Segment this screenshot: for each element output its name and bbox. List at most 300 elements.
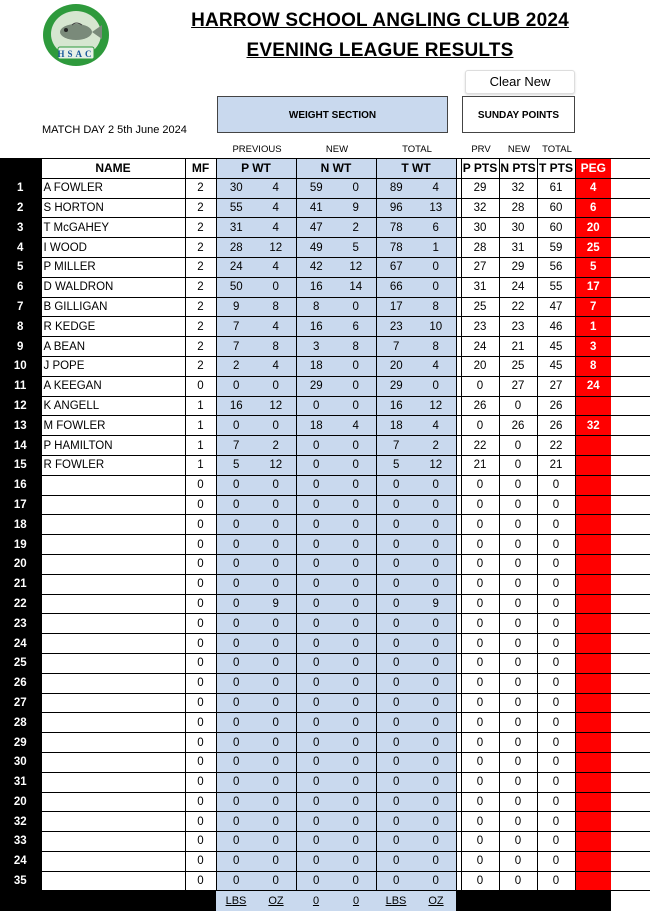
page-subtitle: EVENING LEAGUE RESULTS [246, 40, 514, 61]
prev-pts-cell: 0 [461, 416, 499, 436]
new-oz-cell: 0 [336, 832, 376, 852]
peg-cell [575, 653, 611, 673]
new-pts-cell: 0 [499, 693, 537, 713]
total-pts-cell: 47 [537, 297, 575, 317]
row-number: 29 [0, 733, 41, 753]
row-number: 20 [0, 554, 41, 574]
prev-oz-cell: 4 [256, 356, 296, 376]
prev-pts-cell: 28 [461, 238, 499, 258]
mf-cell: 2 [185, 356, 216, 376]
clear-new-button[interactable]: Clear New [465, 70, 575, 94]
page-title: HARROW SCHOOL ANGLING CLUB 2024 [191, 10, 569, 31]
footer-n-lbs: 0 [296, 891, 336, 911]
new-lbs-cell: 0 [296, 832, 336, 852]
new-pts-cell: 0 [499, 792, 537, 812]
new-pts-cell: 26 [499, 416, 537, 436]
mf-cell: 0 [185, 574, 216, 594]
new-lbs-cell: 0 [296, 752, 336, 772]
prev-oz-cell: 0 [256, 792, 296, 812]
angler-name [41, 475, 185, 495]
new-oz-cell: 6 [336, 317, 376, 337]
total-lbs-cell: 17 [376, 297, 416, 317]
new-lbs-cell: 0 [296, 574, 336, 594]
total-pts-cell: 0 [537, 475, 575, 495]
new-pts-cell: 0 [499, 733, 537, 753]
angler-name [41, 752, 185, 772]
angler-name: S HORTON [41, 198, 185, 218]
prev-lbs-cell: 0 [216, 851, 256, 871]
new-oz-cell: 0 [336, 535, 376, 555]
new-pts-cell: 0 [499, 515, 537, 535]
angler-name: T McGAHEY [41, 218, 185, 238]
peg-cell [575, 614, 611, 634]
mf-cell: 2 [185, 277, 216, 297]
angler-name [41, 535, 185, 555]
peg-cell [575, 455, 611, 475]
prev-pts-cell: 0 [461, 554, 499, 574]
match-day-label: MATCH DAY 2 5th June 2024 [42, 124, 187, 136]
total-lbs-cell: 0 [376, 772, 416, 792]
header-name: NAME [41, 159, 185, 179]
mf-cell: 0 [185, 713, 216, 733]
prev-oz-cell: 0 [256, 535, 296, 555]
table-row [0, 475, 650, 495]
mf-cell: 0 [185, 554, 216, 574]
total-oz-cell: 0 [416, 257, 456, 277]
new-pts-cell: 0 [499, 594, 537, 614]
prev-oz-cell: 0 [256, 752, 296, 772]
peg-cell: 7 [575, 297, 611, 317]
angler-name: K ANGELL [41, 396, 185, 416]
prev-pts-cell: 21 [461, 455, 499, 475]
new-lbs-cell: 0 [296, 871, 336, 891]
footer-p-lbs: LBS [216, 891, 256, 911]
mf-cell: 0 [185, 772, 216, 792]
row-number: 5 [0, 257, 41, 277]
new-pts-cell: 0 [499, 851, 537, 871]
table-row [0, 396, 650, 416]
total-lbs-cell: 0 [376, 495, 416, 515]
new-lbs-cell: 42 [296, 257, 336, 277]
header-mf: MF [185, 159, 216, 179]
footer-row [0, 891, 650, 911]
total-pts-cell: 0 [537, 792, 575, 812]
new-oz-cell: 0 [336, 297, 376, 317]
results-body [0, 178, 650, 891]
peg-cell: 32 [575, 416, 611, 436]
prev-oz-cell: 0 [256, 733, 296, 753]
row-number: 26 [0, 673, 41, 693]
row-number: 28 [0, 713, 41, 733]
total-oz-cell: 0 [416, 614, 456, 634]
total-lbs-cell: 0 [376, 832, 416, 852]
new-pts-cell: 25 [499, 356, 537, 376]
prev-oz-cell: 12 [256, 396, 296, 416]
peg-cell [575, 515, 611, 535]
total-lbs-cell: 0 [376, 733, 416, 753]
mf-cell: 1 [185, 416, 216, 436]
table-row [0, 693, 650, 713]
angler-name [41, 614, 185, 634]
total-oz-cell: 0 [416, 812, 456, 832]
edge-cell [611, 277, 650, 297]
row-number: 24 [0, 851, 41, 871]
angler-name: B GILLIGAN [41, 297, 185, 317]
total-lbs-cell: 23 [376, 317, 416, 337]
table-row [0, 812, 650, 832]
row-number: 13 [0, 416, 41, 436]
new-pts-cell: 0 [499, 475, 537, 495]
prev-oz-cell: 2 [256, 436, 296, 456]
prev-pts-cell: 0 [461, 832, 499, 852]
edge-cell [611, 436, 650, 456]
total-lbs-cell: 0 [376, 535, 416, 555]
angler-name: A FOWLER [41, 178, 185, 198]
prev-pts-cell: 0 [461, 851, 499, 871]
total-lbs-cell: 0 [376, 614, 416, 634]
table-row [0, 653, 650, 673]
prev-lbs-cell: 16 [216, 396, 256, 416]
prev-lbs-cell: 31 [216, 218, 256, 238]
new-lbs-cell: 0 [296, 812, 336, 832]
new-oz-cell: 12 [336, 257, 376, 277]
header-p-pts: P PTS [461, 159, 499, 179]
mf-cell: 0 [185, 752, 216, 772]
new-oz-cell: 0 [336, 475, 376, 495]
edge-cell [611, 396, 650, 416]
table-row [0, 752, 650, 772]
total-oz-cell: 0 [416, 792, 456, 812]
mf-cell: 0 [185, 673, 216, 693]
prev-lbs-cell: 0 [216, 772, 256, 792]
table-row [0, 792, 650, 812]
edge-cell [611, 792, 650, 812]
total-lbs-cell: 89 [376, 178, 416, 198]
footer-mf [185, 891, 216, 911]
total-oz-cell: 4 [416, 416, 456, 436]
angler-name [41, 713, 185, 733]
header-row [0, 159, 650, 179]
peg-cell: 4 [575, 178, 611, 198]
prev-oz-cell: 0 [256, 713, 296, 733]
total-lbs-cell: 0 [376, 673, 416, 693]
sunday-points-button[interactable]: SUNDAY POINTS [462, 96, 575, 133]
total-lbs-cell: 0 [376, 634, 416, 654]
new-lbs-cell: 59 [296, 178, 336, 198]
table-row [0, 832, 650, 852]
peg-cell [575, 673, 611, 693]
edge-cell [611, 178, 650, 198]
prev-lbs-cell: 28 [216, 238, 256, 258]
header-n-pts: N PTS [499, 159, 537, 179]
new-oz-cell: 0 [336, 653, 376, 673]
peg-cell: 5 [575, 257, 611, 277]
prev-lbs-cell: 0 [216, 376, 256, 396]
prev-pts-cell: 25 [461, 297, 499, 317]
mf-cell: 1 [185, 455, 216, 475]
prev-lbs-cell: 0 [216, 554, 256, 574]
new-lbs-cell: 29 [296, 376, 336, 396]
total-oz-cell: 12 [416, 455, 456, 475]
total-lbs-cell: 16 [376, 396, 416, 416]
club-logo [42, 3, 110, 67]
subheader-new-pts: NEW [507, 144, 531, 155]
table-row [0, 515, 650, 535]
peg-cell [575, 535, 611, 555]
angler-name [41, 634, 185, 654]
prev-lbs-cell: 24 [216, 257, 256, 277]
total-pts-cell: 0 [537, 634, 575, 654]
header-peg: PEG [575, 159, 611, 179]
edge-cell [611, 297, 650, 317]
new-pts-cell: 0 [499, 554, 537, 574]
peg-cell: 25 [575, 238, 611, 258]
row-number: 19 [0, 535, 41, 555]
peg-cell [575, 871, 611, 891]
angler-name [41, 772, 185, 792]
mf-cell: 1 [185, 396, 216, 416]
new-oz-cell: 0 [336, 792, 376, 812]
total-lbs-cell: 78 [376, 238, 416, 258]
new-oz-cell: 0 [336, 733, 376, 753]
total-pts-cell: 0 [537, 812, 575, 832]
new-oz-cell: 0 [336, 178, 376, 198]
peg-cell [575, 554, 611, 574]
prev-lbs-cell: 0 [216, 574, 256, 594]
peg-cell: 24 [575, 376, 611, 396]
footer-p-pts [461, 891, 499, 911]
edge-cell [611, 535, 650, 555]
table-row [0, 614, 650, 634]
edge-cell [611, 515, 650, 535]
row-number: 14 [0, 436, 41, 456]
prev-pts-cell: 0 [461, 693, 499, 713]
new-oz-cell: 14 [336, 277, 376, 297]
peg-cell: 17 [575, 277, 611, 297]
edge-cell [611, 733, 650, 753]
edge-cell [611, 673, 650, 693]
table-row [0, 277, 650, 297]
edge-cell [611, 851, 650, 871]
new-oz-cell: 9 [336, 198, 376, 218]
subheader-previous: PREVIOUS [232, 144, 282, 155]
header-p-wt: P WT [216, 159, 296, 179]
peg-cell [575, 713, 611, 733]
total-lbs-cell: 0 [376, 594, 416, 614]
table-row [0, 317, 650, 337]
footer-name [41, 891, 185, 911]
edge-cell [611, 337, 650, 357]
edge-cell [611, 218, 650, 238]
prev-lbs-cell: 0 [216, 535, 256, 555]
new-lbs-cell: 0 [296, 594, 336, 614]
mf-cell: 2 [185, 178, 216, 198]
prev-lbs-cell: 0 [216, 515, 256, 535]
prev-oz-cell: 0 [256, 614, 296, 634]
row-number: 1 [0, 178, 41, 198]
total-pts-cell: 59 [537, 238, 575, 258]
edge-cell [611, 653, 650, 673]
prev-pts-cell: 20 [461, 356, 499, 376]
new-lbs-cell: 0 [296, 455, 336, 475]
prev-oz-cell: 0 [256, 277, 296, 297]
new-pts-cell: 0 [499, 574, 537, 594]
peg-cell [575, 574, 611, 594]
angler-name: P HAMILTON [41, 436, 185, 456]
prev-oz-cell: 12 [256, 238, 296, 258]
total-pts-cell: 45 [537, 356, 575, 376]
peg-cell [575, 693, 611, 713]
table-row [0, 257, 650, 277]
mf-cell: 0 [185, 614, 216, 634]
footer-edge [611, 891, 650, 911]
total-lbs-cell: 0 [376, 713, 416, 733]
row-number: 21 [0, 574, 41, 594]
peg-cell [575, 436, 611, 456]
footer-t-oz: OZ [416, 891, 456, 911]
prev-oz-cell: 0 [256, 871, 296, 891]
total-lbs-cell: 0 [376, 515, 416, 535]
prev-pts-cell: 0 [461, 812, 499, 832]
angler-name [41, 594, 185, 614]
angler-name: J POPE [41, 356, 185, 376]
mf-cell: 2 [185, 257, 216, 277]
prev-oz-cell: 4 [256, 178, 296, 198]
new-lbs-cell: 0 [296, 495, 336, 515]
angler-name [41, 653, 185, 673]
new-oz-cell: 0 [336, 455, 376, 475]
edge-cell [611, 257, 650, 277]
total-pts-cell: 60 [537, 198, 575, 218]
prev-lbs-cell: 9 [216, 297, 256, 317]
total-pts-cell: 0 [537, 594, 575, 614]
prev-pts-cell: 0 [461, 792, 499, 812]
prev-lbs-cell: 50 [216, 277, 256, 297]
total-lbs-cell: 0 [376, 792, 416, 812]
new-oz-cell: 0 [336, 396, 376, 416]
prev-oz-cell: 0 [256, 693, 296, 713]
prev-oz-cell: 0 [256, 653, 296, 673]
prev-pts-cell: 0 [461, 752, 499, 772]
peg-cell [575, 634, 611, 654]
prev-oz-cell: 0 [256, 515, 296, 535]
total-pts-cell: 26 [537, 416, 575, 436]
prev-pts-cell: 0 [461, 574, 499, 594]
mf-cell: 0 [185, 475, 216, 495]
edge-cell [611, 416, 650, 436]
row-number: 16 [0, 475, 41, 495]
prev-lbs-cell: 0 [216, 594, 256, 614]
angler-name: A KEEGAN [41, 376, 185, 396]
prev-oz-cell: 0 [256, 673, 296, 693]
prev-oz-cell: 8 [256, 297, 296, 317]
total-oz-cell: 8 [416, 297, 456, 317]
table-row [0, 673, 650, 693]
total-oz-cell: 0 [416, 475, 456, 495]
new-lbs-cell: 47 [296, 218, 336, 238]
table-row [0, 554, 650, 574]
new-oz-cell: 0 [336, 713, 376, 733]
mf-cell: 2 [185, 218, 216, 238]
new-lbs-cell: 0 [296, 475, 336, 495]
new-oz-cell: 0 [336, 614, 376, 634]
row-number: 9 [0, 337, 41, 357]
new-pts-cell: 0 [499, 614, 537, 634]
prev-oz-cell: 8 [256, 337, 296, 357]
angler-name [41, 554, 185, 574]
new-pts-cell: 0 [499, 495, 537, 515]
header-n-wt: N WT [296, 159, 376, 179]
angler-name [41, 851, 185, 871]
edge-cell [611, 772, 650, 792]
prev-lbs-cell: 0 [216, 495, 256, 515]
table-row [0, 772, 650, 792]
weight-section-button[interactable]: WEIGHT SECTION [217, 96, 448, 133]
footer-peg [575, 891, 611, 911]
prev-lbs-cell: 0 [216, 812, 256, 832]
new-oz-cell: 8 [336, 337, 376, 357]
mf-cell: 0 [185, 535, 216, 555]
angler-name [41, 832, 185, 852]
total-oz-cell: 0 [416, 554, 456, 574]
new-oz-cell: 0 [336, 376, 376, 396]
edge-cell [611, 614, 650, 634]
new-lbs-cell: 0 [296, 713, 336, 733]
prev-oz-cell: 9 [256, 594, 296, 614]
prev-oz-cell: 4 [256, 317, 296, 337]
header-no [0, 159, 41, 179]
new-lbs-cell: 0 [296, 792, 336, 812]
mf-cell: 0 [185, 871, 216, 891]
total-pts-cell: 26 [537, 396, 575, 416]
total-oz-cell: 0 [416, 752, 456, 772]
total-pts-cell: 0 [537, 772, 575, 792]
angler-name [41, 812, 185, 832]
new-pts-cell: 0 [499, 832, 537, 852]
total-lbs-cell: 0 [376, 554, 416, 574]
peg-cell [575, 594, 611, 614]
angler-name: A BEAN [41, 337, 185, 357]
footer-n-oz: 0 [336, 891, 376, 911]
total-lbs-cell: 0 [376, 851, 416, 871]
total-oz-cell: 0 [416, 277, 456, 297]
edge-cell [611, 495, 650, 515]
new-lbs-cell: 0 [296, 614, 336, 634]
angler-name [41, 495, 185, 515]
prev-pts-cell: 0 [461, 733, 499, 753]
total-oz-cell: 0 [416, 515, 456, 535]
new-oz-cell: 0 [336, 356, 376, 376]
edge-cell [611, 752, 650, 772]
total-oz-cell: 12 [416, 396, 456, 416]
total-oz-cell: 0 [416, 851, 456, 871]
prev-pts-cell: 0 [461, 475, 499, 495]
new-pts-cell: 0 [499, 436, 537, 456]
total-oz-cell: 0 [416, 673, 456, 693]
prev-lbs-cell: 7 [216, 337, 256, 357]
peg-cell: 1 [575, 317, 611, 337]
prev-pts-cell: 24 [461, 337, 499, 357]
prev-pts-cell: 0 [461, 515, 499, 535]
peg-cell: 3 [575, 337, 611, 357]
edge-cell [611, 832, 650, 852]
total-pts-cell: 0 [537, 832, 575, 852]
total-pts-cell: 21 [537, 455, 575, 475]
angler-name: I WOOD [41, 238, 185, 258]
peg-cell: 6 [575, 198, 611, 218]
mf-cell: 0 [185, 515, 216, 535]
prev-oz-cell: 12 [256, 455, 296, 475]
